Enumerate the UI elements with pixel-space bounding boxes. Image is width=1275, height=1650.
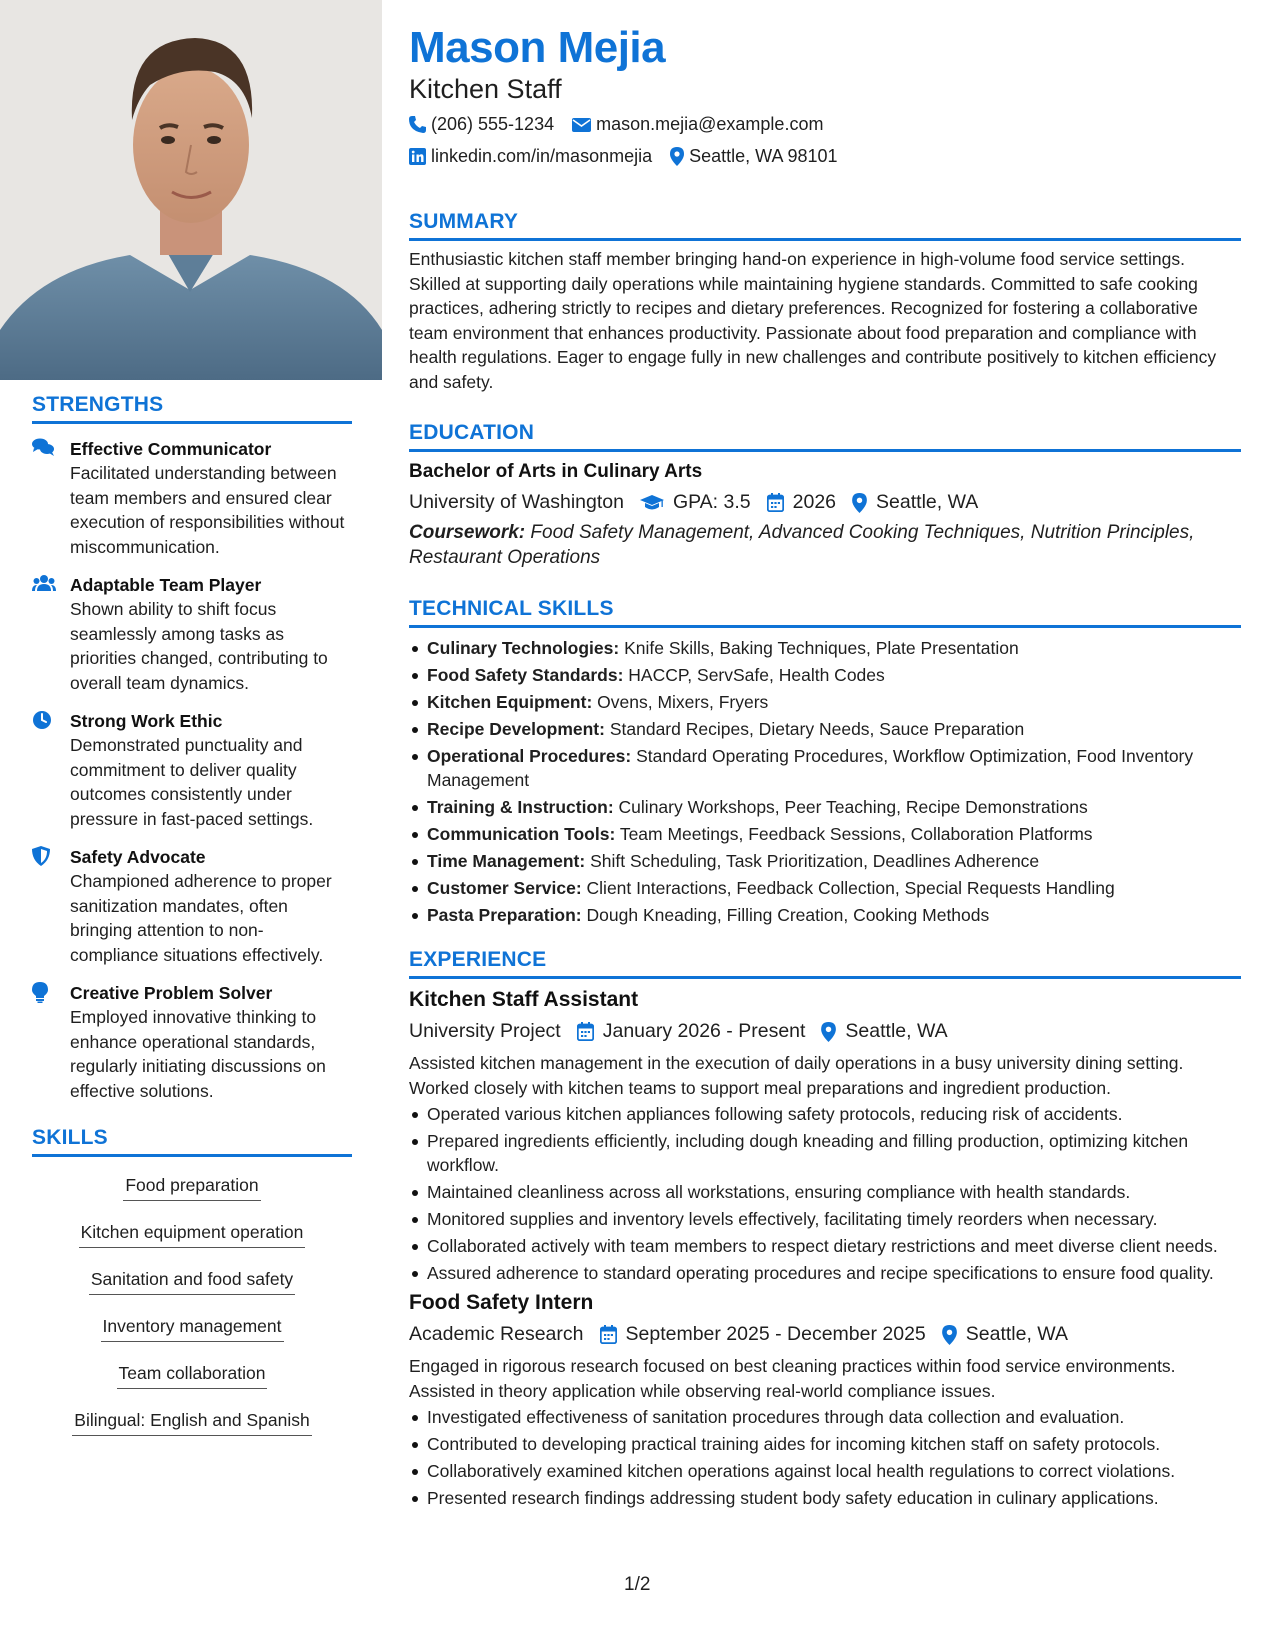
coursework <box>409 520 1241 570</box>
job-dates <box>600 1323 926 1346</box>
gpa-text: GPA: 3.5 <box>672 491 751 513</box>
list-item: Monitored supplies and inventory levels effectively, facilitating timely reorders when necessary. <box>409 1207 1241 1231</box>
strength-desc: Employed innovative thinking to enhance operational standards, regularly initiating discussions on effective solutions. <box>70 1007 326 1101</box>
calendar-icon <box>600 1325 617 1344</box>
graduation-year <box>767 491 836 514</box>
skill-item: Bilingual: English and Spanish <box>72 1402 311 1436</box>
list-item <box>409 822 1241 846</box>
skills-title: SKILLS <box>32 1126 352 1157</box>
year-text: 2026 <box>792 491 837 513</box>
job-location <box>942 1323 1068 1346</box>
location-pin-icon <box>852 493 867 513</box>
skill-item: Kitchen equipment operation <box>79 1214 306 1248</box>
lightbulb-icon <box>32 982 54 1002</box>
list-item <box>409 849 1241 873</box>
skill-value: Client Interactions, Feedback Collection, Special Requests Handling <box>586 878 1115 898</box>
strengths-title: STRENGTHS <box>32 393 352 424</box>
strength-item <box>32 437 352 559</box>
strength-desc: Championed adherence to proper sanitization mandates, often bringing attention to non-compliance situations effectively. <box>70 871 332 965</box>
phone-contact[interactable] <box>409 114 554 135</box>
skill-label: Communication Tools: <box>427 824 616 844</box>
education-title: EDUCATION <box>409 421 1241 452</box>
skill-label: Kitchen Equipment: <box>427 692 593 712</box>
page-number: 1/2 <box>624 1574 651 1595</box>
strength-desc: Facilitated understanding between team members and ensured clear execution of responsibilities without miscommunication. <box>70 463 345 557</box>
location-pin-icon <box>821 1022 836 1042</box>
job-bullets <box>409 1405 1241 1510</box>
job-title: Kitchen Staff Assistant <box>409 988 639 1011</box>
skill-item: Team collaboration <box>117 1355 268 1389</box>
list-item: Collaborated actively with team members to respect dietary restrictions and meet diverse client needs. <box>409 1234 1241 1258</box>
list-item: Collaboratively examined kitchen operations against local health regulations to correct violations. <box>409 1459 1241 1483</box>
education-section <box>409 421 1241 570</box>
skill-value: Dough Kneading, Filling Creation, Cooking Methods <box>586 905 990 925</box>
left-column <box>0 0 382 1650</box>
candidate-name: Mason Mejia <box>409 23 666 72</box>
strength-item <box>32 981 352 1103</box>
job-org <box>409 1020 561 1043</box>
education-location <box>852 491 978 514</box>
list-item: Prepared ingredients efficiently, including dough kneading and filling production, optimizing kitchen workflow. <box>409 1129 1241 1177</box>
email-icon <box>572 118 591 132</box>
list-item <box>409 903 1241 927</box>
skill-item: Food preparation <box>123 1167 260 1201</box>
linkedin-icon <box>409 148 426 165</box>
job-dates-text: January 2026 - Present <box>602 1020 806 1042</box>
strength-item <box>32 573 352 695</box>
skill-value: Culinary Workshops, Peer Teaching, Recipe Demonstrations <box>618 797 1088 817</box>
job-location-text: Seattle, WA <box>845 1020 948 1042</box>
job-title: Food Safety Intern <box>409 1291 594 1314</box>
technical-skills-list <box>409 636 1241 927</box>
job-entry <box>409 988 1241 1285</box>
skill-value: Standard Recipes, Dietary Needs, Sauce Preparation <box>609 719 1025 739</box>
experience-section <box>409 948 1241 1513</box>
skill-value: Knife Skills, Baking Techniques, Plate Presentation <box>624 638 1019 658</box>
phone-text: (206) 555-1234 <box>431 114 555 134</box>
list-item <box>409 636 1241 660</box>
skills-list <box>32 1167 352 1449</box>
job-meta <box>409 1020 1241 1043</box>
school-name: University of Washington <box>409 491 624 513</box>
skill-label: Time Management: <box>427 851 586 871</box>
strength-title: Effective Communicator <box>70 439 272 459</box>
summary-title: SUMMARY <box>409 210 1241 241</box>
summary-section <box>409 210 1241 394</box>
graduation-cap-icon <box>640 495 664 511</box>
coursework-text: Food Safety Management, Advanced Cooking Techniques, Nutrition Principles, Restaurant Operations <box>409 522 1195 568</box>
calendar-icon <box>577 1022 594 1041</box>
education-location-text: Seattle, WA <box>876 491 979 513</box>
list-item <box>409 795 1241 819</box>
job-bullets <box>409 1102 1241 1285</box>
skill-item: Inventory management <box>101 1308 284 1342</box>
skill-value: Shift Scheduling, Task Prioritization, Deadlines Adherence <box>590 851 1040 871</box>
shield-icon <box>32 846 54 866</box>
job-description: Engaged in rigorous research focused on best cleaning practices within food service environments. Assisted in theory application while observing real-world compliance issues. <box>409 1356 1176 1401</box>
skill-value: Ovens, Mixers, Fryers <box>597 692 769 712</box>
contact-row-1 <box>409 114 841 135</box>
list-item <box>409 717 1241 741</box>
education-meta <box>409 491 1241 514</box>
email-contact[interactable] <box>572 114 823 135</box>
degree: Bachelor of Arts in Culinary Arts <box>409 461 703 482</box>
skills-section <box>32 1126 352 1449</box>
school <box>409 491 624 514</box>
strengths-section <box>32 393 352 1103</box>
users-icon <box>32 574 54 594</box>
list-item <box>409 663 1241 687</box>
coursework-label: Coursework: <box>409 522 526 543</box>
contact-row-2 <box>409 146 856 167</box>
skill-item: Sanitation and food safety <box>89 1261 295 1295</box>
candidate-role: Kitchen Staff <box>409 74 562 104</box>
list-item <box>409 690 1241 714</box>
strength-title: Adaptable Team Player <box>70 575 262 595</box>
strength-desc: Demonstrated punctuality and commitment to deliver quality outcomes consistently under pressure in fast-paced settings. <box>70 735 314 829</box>
skill-label: Customer Service: <box>427 878 582 898</box>
skill-label: Operational Procedures: <box>427 746 632 766</box>
list-item <box>409 876 1241 900</box>
location-pin-icon <box>670 147 684 166</box>
job-entry <box>409 1291 1241 1510</box>
experience-title: EXPERIENCE <box>409 948 1241 979</box>
location-text: Seattle, WA 98101 <box>689 146 838 166</box>
linkedin-contact[interactable] <box>409 146 652 167</box>
list-item: Maintained cleanliness across all workstations, ensuring compliance with health standards. <box>409 1180 1241 1204</box>
job-org <box>409 1323 584 1346</box>
calendar-icon <box>767 493 784 512</box>
job-dates-text: September 2025 - December 2025 <box>625 1323 926 1345</box>
skill-value: Standard Operating Procedures, Workflow Optimization, Food Inventory Management <box>427 746 1194 790</box>
location-pin-icon <box>942 1325 957 1345</box>
skill-label: Pasta Preparation: <box>427 905 582 925</box>
list-item: Investigated effectiveness of sanitation procedures through data collection and evaluation. <box>409 1405 1241 1429</box>
list-item: Contributed to developing practical training aides for incoming kitchen staff on safety protocols. <box>409 1432 1241 1456</box>
strength-title: Creative Problem Solver <box>70 983 273 1003</box>
profile-photo <box>0 0 382 380</box>
technical-skills-title: TECHNICAL SKILLS <box>409 597 1241 628</box>
skill-label: Recipe Development: <box>427 719 605 739</box>
linkedin-text: linkedin.com/in/masonmejia <box>431 146 653 166</box>
list-item <box>409 744 1241 792</box>
strength-title: Strong Work Ethic <box>70 711 223 731</box>
list-item: Assured adherence to standard operating procedures and recipe specifications to ensure food quality. <box>409 1261 1241 1285</box>
summary-text: Enthusiastic kitchen staff member bringing hand-on experience in high-volume food service settings. Skilled at supporting daily operations while maintaining hygiene standards. Committed to safe cooking practices, adhering strictly to recipes and dietary preferences. Recognized for fostering a collaborative team environment that enhances productivity. Passionate about food preparation and compliance with health regulations. Eager to engage fully in new challenges and contribute positively to kitchen efficiency and safety. <box>409 249 1217 392</box>
list-item: Operated various kitchen appliances following safety protocols, reducing risk of accidents. <box>409 1102 1241 1126</box>
phone-icon <box>409 116 426 133</box>
email-text: mason.mejia@example.com <box>596 114 824 134</box>
strength-desc: Shown ability to shift focus seamlessly among tasks as priorities changed, contributing to overall team dynamics. <box>70 599 328 693</box>
clock-icon <box>32 710 54 730</box>
strength-item <box>32 845 352 967</box>
skill-label: Training & Instruction: <box>427 797 614 817</box>
chat-bubbles-icon <box>32 438 54 458</box>
job-org-text: University Project <box>409 1020 561 1042</box>
job-description: Assisted kitchen management in the execution of daily operations in a busy university dining setting. Worked closely with kitchen teams to support meal preparations and ingredient production. <box>409 1053 1184 1098</box>
skill-value: HACCP, ServSafe, Health Codes <box>628 665 885 685</box>
location-contact <box>670 146 837 167</box>
list-item: Presented research findings addressing student body safety education in culinary applications. <box>409 1486 1241 1510</box>
technical-skills-section <box>409 597 1241 930</box>
skill-label: Food Safety Standards: <box>427 665 624 685</box>
job-location <box>821 1020 947 1043</box>
job-location-text: Seattle, WA <box>965 1323 1068 1345</box>
job-dates <box>577 1020 806 1043</box>
strength-title: Safety Advocate <box>70 847 206 867</box>
job-org-text: Academic Research <box>409 1323 584 1345</box>
job-meta <box>409 1323 1241 1346</box>
skill-label: Culinary Technologies: <box>427 638 620 658</box>
gpa <box>640 491 751 514</box>
strength-item <box>32 709 352 831</box>
skill-value: Team Meetings, Feedback Sessions, Collaboration Platforms <box>619 824 1093 844</box>
